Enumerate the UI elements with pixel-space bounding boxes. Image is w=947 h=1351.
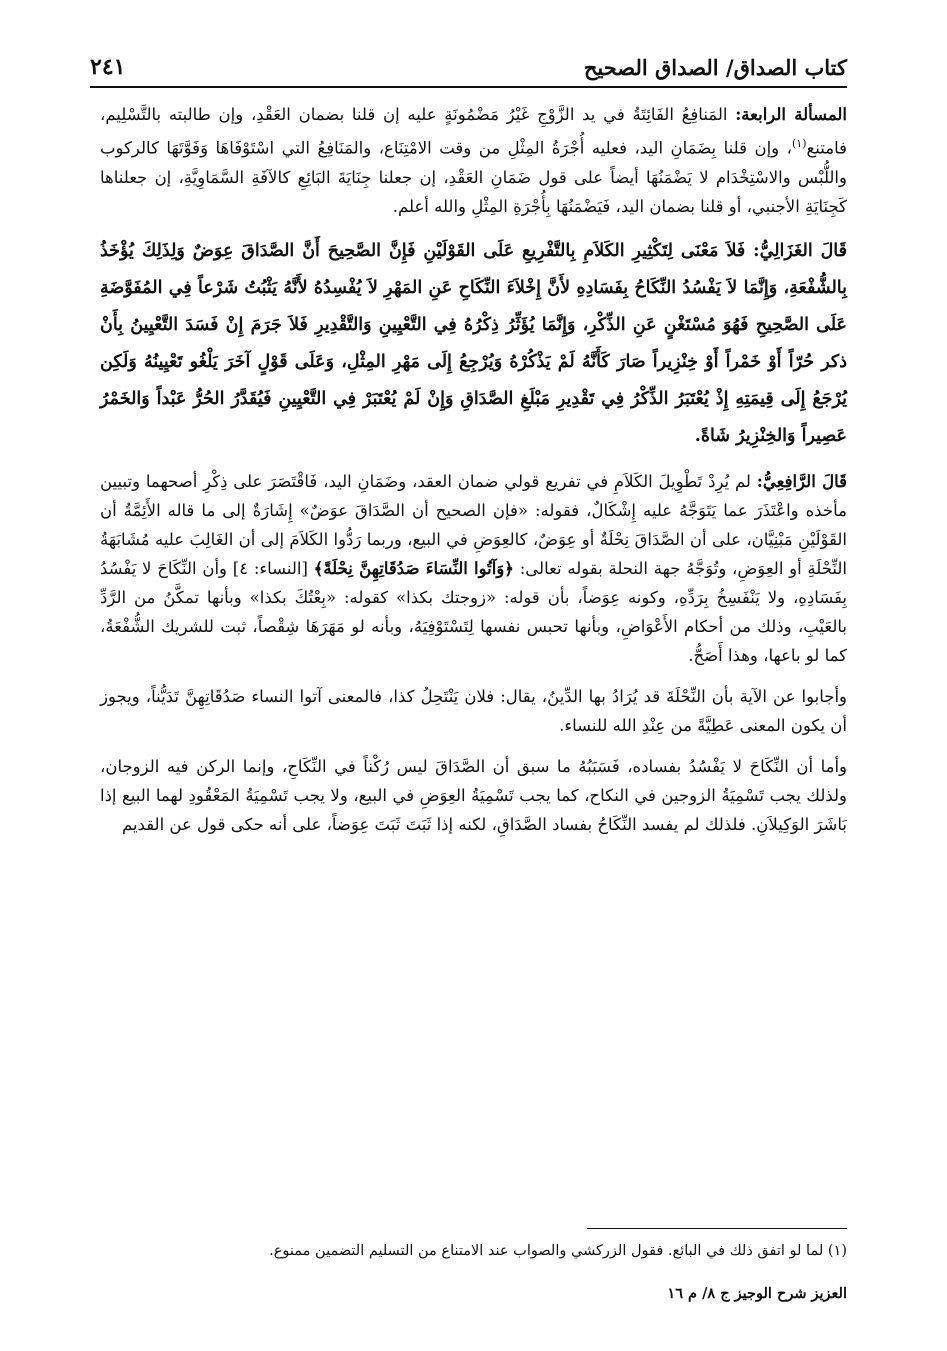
paragraph-lead: قَالَ الرَّافِعِيُّ:: [756, 471, 847, 491]
footnote-reference[interactable]: (١): [791, 137, 807, 150]
paragraph-text: ، وإن قلنا بِضَمَانِ اليد، فعليه أُجْرَةُ المِثْلِ من وقت الامْتِنَاع، والمَنَافِعُ التي اسْتَوْفَاهَا وَفَوَّتَهَا كالركوب واللُّبْس والاسْتِخْدَام لا يَضْمَنُهَا أيضاً على قول ضَمَانِ العَقْدِ، إن جعلنا جِنَايَةَ البَائِعِ كالآفَةِ السَّمَاوِيَّةِ، إن جعلناها كَجِنَايَةِ الأجنبي، أو قلنا بضمان اليد، فَيَضْمَنُهَا بِأُجْرَةِ المِثْلِ والله أعلم.: [100, 138, 847, 216]
paragraph-nikah: وأما أن النِّكَاحَ لا يَفْسُدُ بفساده، فَسَبَبُهُ ما سبق أن الصَّدَاقَ ليس رُكْناً في النِّكَاحِ، وإنما الركن فيه الزوجان، ولذلك يجب تَسْمِيَةُ الزوجين في النكاح، كما يجب تَسْمِيَةُ العِوَضِ في البيع، ولا يجب تَسْمِيَةُ المَعْقُودِ لهما البيع إذا بَاشَرَ الوَكِيلاَنِ. فلذلك لم يفسد النِّكَاحُ بفساد الصَّدَاقِ، لكنه إذا ثَبَتَ ثَبَتَ عِوَضاً، على أنه حكى قول عن القديم: [100, 756, 847, 834]
quran-verse: ﴿وَآتُوا النِّسَاءَ صَدُقَاتِهِنَّ نِحْلَةً﴾: [313, 558, 514, 578]
paragraph-lead: المسألة الرابعة:: [735, 105, 847, 124]
footnote: [100, 1240, 847, 1262]
page-number: ٢٤١: [90, 54, 126, 80]
page-header: [90, 30, 847, 88]
paragraph-rafii-commentary: [100, 467, 847, 670]
paragraph-ghazali-matn: [100, 233, 847, 455]
page-body: [100, 100, 847, 851]
footnote-marker: (١): [827, 1243, 847, 1259]
paragraph-fourth-issue: [100, 100, 847, 221]
paragraph-text: لم يُرِدْ تَطْوِيلَ الكَلاَمِ في تفريع قولي ضمان العقد، وضَمَانِ اليد، فَاقْتَصَرَ على ذِكْرِ أصحهما وتبيين مأخذه واعْتَذَرَ عما يَتَوَجَّهُ عليه إِشْكَالٌ، فقوله: «فإن الصحيح أن الصَّدَاقَ عوَضٌ» إِشَارَةٌ إلى ما قاله الأَئِمَّةُ أن القَوْلَيْنِ مَبْنِيَّان، على أن الصَّدَاقَ نِحْلَةٌ أو عِوَضٌ، كالعِوَضِ في البيع، وربما رَدُّوا الكَلاَمَ إلى أن الغَالِبَ عليه مُشَابَهَةُ النِّحْلَةِ أو العِوَضِ، وتُوَجَّهُ جهة النحلة بقوله تعالى:: [100, 471, 847, 578]
running-title: كتاب الصداق/ الصداق الصحيح: [583, 55, 847, 80]
paragraph-text: فَلاَ مَعْنَى لِتَكْثِيرِ الكَلاَمِ بِالتَّفْرِيعِ عَلَى القَوْلَيْنِ فَإِنَّ الصَّحِيحَ أَنَّ الصَّدَاقَ عِوَضٌ وَلِذَلِكَ يُؤْخَذُ بِالشُّفْعَةِ، وَإِنَّمَا لاَ يَفْسُدُ النِّكَاحُ بِفَسَادِهِ لأَنَّ إِخْلاَءَ النِّكَاحِ عَنِ المَهْرِ لاَ يُفْسِدُهُ لأَنَّهُ يَثْبُتُ شَرْعاً فِي المُفَوَّضَةِ عَلَى الصَّحِيحِ فَهُوَ مُسْتَغْنٍ عَنِ الذِّكْرِ، وَإِنَّمَا يُؤَثِّرُ ذِكْرُهُ فِي التَّعْيِينِ وَالتَّقْدِيرِ فَلاَ جَرَمَ إِنْ فَسَدَ التَّعْيِينُ بِأَنْ ذكر حُرّاً أَوْ خَمْراً أَوْ خِنْزِيراً صَارَ كَأَنَّهُ لَمْ يَذْكُرْهُ وَيُرْجِعُ إِلَى مَهْرِ المِثْلِ، وَعَلَى قَوْلٍ آخَرَ يَلْغُو تَعْيِينُهُ وَلَكِن يُرْجَعُ إِلَى قِيمَتِهِ إِذْ يُعْتَبَرُ الذِّكْرُ فِي تَقْدِيرِ مَبْلَغِ الصَّدَاقِ وَإِنْ لَمْ يُعْتَبَرْ فِي التَّعْيِينِ فَيُقَدَّرُ الحُرُّ عَبْداً وَالخَمْرُ عَصِيراً وَالخِنْزِيرُ شَاةً.: [100, 240, 847, 446]
paragraph-lead: قَالَ الغَزَالِيُّ:: [753, 240, 847, 261]
paragraph-answer: وأجابوا عن الآية بأن النِّحْلَةَ قد يُرَادُ بها الدِّينُ، يقال: فلان يَنْتَحِلُ كذا، فالمعنى آتوا النساء صَدُقَاتِهِنَّ تَدَيُّناً، ويجوز أن يكون المعنى عَطِيَّةً من عِنْدِ الله للنساء.: [100, 686, 847, 735]
volume-signature: العزيز شرح الوجيز ج ٨/ م ١٦: [667, 1285, 847, 1302]
paragraph-text: [النساء: ٤] وأن النِّكَاحَ لا يَفْسُدُ بِفَسَادِهِ، ولا يَنْفَسِخُ بِرَدِّهِ، وكونه عِوَضاً، بأن قوله: «زوجتك بكذا» كقوله: «بِعْتُكَ بكذا» وبأنها تمكَّنُ من الرَّدِّ بالعَيْبِ، وذلك من أحكام الأَعْوَاضِ، وبأنها تحبس نفسها لِتَسْتَوْفِيَهُ، وبأنه لو مَهَرَهَا شِقْصاً، ثبت للشريك الشُّفْعَةُ، كما لو باعها، وهذا أَصَحُّ.: [100, 558, 847, 665]
paragraph-text: المَنافِعُ الفَائِتَةُ في يد الزَّوْجِ غَيْرُ مَضْمُونَةٍ عليه إن قلنا بضمان العَقْدِ، وإن طالبته بالتَّسْلِيم، فامتنع: [100, 105, 847, 158]
footnote-divider: [587, 1228, 847, 1229]
footnote-text: لما لو اتفق ذلك في البائع. فقول الزركشي والصواب عند الامتناع من التسليم التضمين ممنوع.: [269, 1243, 824, 1259]
